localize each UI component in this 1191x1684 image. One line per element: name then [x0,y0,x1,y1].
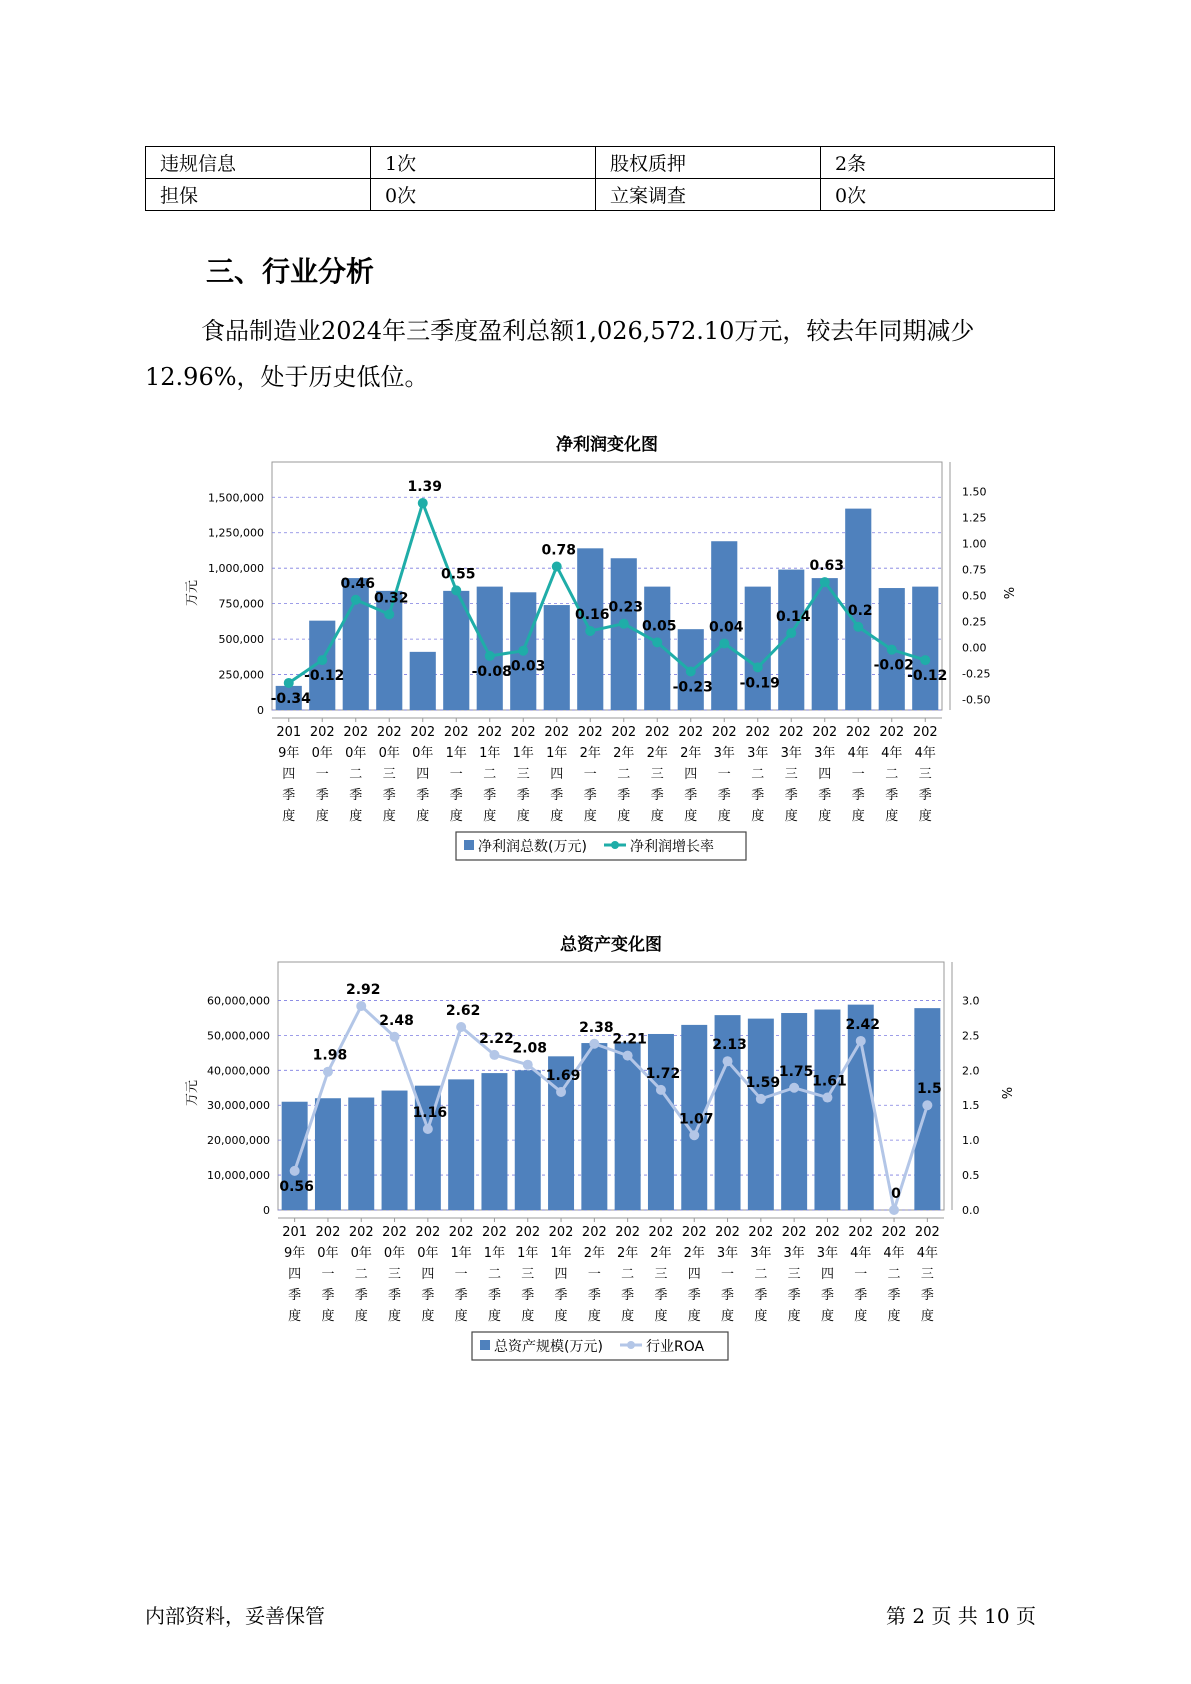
x-tick-label: 202 3年一季度 [711,725,737,824]
x-tick-label: 202 0年一季度 [315,1225,341,1324]
line-point [451,585,461,595]
x-tick-label: 202 4年一季度 [848,1225,874,1324]
line-point [552,561,562,571]
x-tick-label: 202 1年二季度 [482,1225,507,1324]
x-tick-label: 202 1年三季度 [510,725,536,824]
table-cell: 1次 [371,147,596,179]
right-axis-label: % [1000,586,1015,600]
right-tick-label: 2.5 [962,1029,980,1043]
net-profit-chart [0,420,1191,880]
x-tick-label: 202 4年一季度 [845,725,871,824]
x-tick-label: 202 3年二季度 [745,725,771,824]
line-point [853,622,863,632]
right-tick-label: -0.25 [962,667,991,681]
x-tick-label: 202 1年一季度 [443,725,469,824]
data-label: 0.05 [641,618,677,635]
line-point [689,1130,699,1140]
x-tick-label: 202 2年二季度 [611,725,637,824]
data-label: 0.63 [809,558,845,575]
bar [348,1098,374,1210]
x-tick-label: 202 0年二季度 [343,725,369,824]
x-tick-label: 201 9年四季度 [276,725,302,824]
line-point [623,1051,633,1061]
right-tick-label: 0.50 [962,589,987,603]
line-point [523,1060,533,1070]
left-tick-label: 0 [263,1204,270,1217]
line-point [822,1093,832,1103]
x-tick-label: 202 2年一季度 [581,1225,607,1324]
table-cell: 0次 [821,179,1055,211]
line-point [384,609,394,619]
line-point [418,498,428,508]
chart-title: 净利润变化图 [556,435,658,455]
right-tick-label: 3.0 [962,994,980,1008]
bar [745,587,771,710]
data-label: 1.16 [412,1104,448,1121]
right-tick-label: -0.50 [962,693,991,707]
line-point [786,628,796,638]
bar [648,1034,674,1210]
line-point [585,626,595,636]
line-point [619,619,629,629]
right-tick-label: 1.50 [962,485,987,499]
data-label: -0.03 [505,658,546,675]
bar [781,1013,807,1210]
bar [581,1043,607,1210]
x-tick-label: 202 2年四季度 [678,725,704,824]
right-axis-label: % [998,1086,1013,1100]
data-label: 2.08 [512,1040,548,1057]
data-label: 1.39 [407,479,443,496]
data-label: 1.69 [545,1067,581,1084]
data-label: 2.21 [612,1031,647,1048]
bar [611,558,637,710]
x-tick-label: 202 1年二季度 [477,725,503,824]
legend-bar-label: 净利润总数(万元) [478,839,587,855]
data-label: -0.12 [907,668,948,685]
total-assets-chart [0,920,1191,1380]
left-tick-label: 40,000,000 [207,1064,270,1078]
footer-note: 内部资料，妥善保管 [145,1604,325,1628]
x-tick-label: 202 3年二季度 [748,1225,774,1324]
table-cell: 0次 [371,179,596,211]
right-tick-label: 0.25 [962,615,987,629]
data-label: -0.23 [672,679,713,696]
data-label: 1.61 [812,1073,847,1090]
data-label: 0.55 [440,566,476,583]
line-point [489,1050,499,1060]
bar [515,1070,541,1210]
left-axis-label: 万元 [185,579,200,607]
line-point [820,577,830,587]
left-tick-label: 1,250,000 [208,526,264,540]
left-tick-label: 1,000,000 [208,562,264,576]
right-tick-label: 1.25 [962,511,987,525]
x-tick-label: 202 1年四季度 [544,725,570,824]
data-label: 2.48 [379,1012,414,1029]
line-point [356,1001,366,1011]
data-label: 0.23 [608,599,644,616]
legend-bar-swatch [464,840,474,850]
line-point [856,1036,866,1046]
line-point [719,638,729,648]
x-tick-label: 202 4年三季度 [912,725,938,824]
data-label: 1.72 [645,1065,681,1082]
data-label: 0.78 [541,542,577,559]
table-cell: 违规信息 [146,147,371,179]
left-tick-label: 500,000 [218,633,264,647]
data-label: 1.98 [312,1047,348,1064]
right-tick-label: 0.75 [962,563,987,577]
line-point [789,1083,799,1093]
bar [615,1042,641,1210]
data-label: 0.16 [574,606,610,623]
x-tick-label: 202 3年四季度 [815,1225,840,1324]
data-label: 1.59 [745,1074,781,1091]
line-point [323,1067,333,1077]
x-tick-label: 202 0年四季度 [410,725,436,824]
line-point [423,1124,433,1134]
line-point [351,595,361,605]
x-tick-label: 202 3年四季度 [812,725,838,824]
data-label: 2.22 [479,1030,514,1047]
x-tick-label: 202 0年三季度 [376,725,402,824]
bar [544,605,570,710]
x-tick-label: 202 4年二季度 [879,725,905,824]
left-tick-label: 0 [257,704,264,717]
line-point [887,645,897,655]
data-label: 0.46 [340,575,376,592]
x-tick-label: 202 2年三季度 [648,1225,674,1324]
line-point [518,646,528,656]
legend-bar-label: 总资产规模(万元) [494,1339,603,1355]
line-point [456,1022,466,1032]
x-tick-label: 202 4年二季度 [881,1225,907,1324]
bar [481,1073,507,1210]
x-tick-label: 202 4年三季度 [914,1225,940,1324]
right-tick-label: 0.5 [962,1169,980,1183]
line-point [920,655,930,665]
data-label: -0.12 [304,668,345,685]
line-point [753,662,763,672]
right-tick-label: 2.0 [962,1064,980,1078]
x-tick-label: 202 1年四季度 [548,1225,574,1324]
line-point [589,1039,599,1049]
data-label: 0.2 [847,602,873,619]
chart-title: 总资产变化图 [560,935,662,955]
left-tick-label: 20,000,000 [207,1134,270,1148]
data-label: -0.34 [270,690,311,707]
x-tick-label: 202 0年一季度 [309,725,335,824]
x-tick-label: 202 3年一季度 [715,1225,740,1324]
right-tick-label: 1.00 [962,537,987,551]
x-tick-label: 202 2年一季度 [577,725,603,824]
data-label: 0.32 [373,590,409,607]
bar [448,1079,474,1210]
legend-line-marker [627,1341,635,1349]
bar [912,587,938,710]
left-tick-label: 60,000,000 [207,994,270,1008]
line-point [290,1166,300,1176]
bar [382,1091,408,1210]
line-point [652,637,662,647]
bar [315,1098,341,1210]
data-label: 2.13 [712,1037,747,1054]
left-tick-label: 750,000 [218,597,264,611]
data-label: 0.56 [279,1178,314,1195]
data-label: 2.62 [445,1002,481,1019]
x-tick-label: 202 0年四季度 [415,1225,441,1324]
left-tick-label: 30,000,000 [207,1099,270,1113]
legend-bar-swatch [480,1340,490,1350]
left-tick-label: 250,000 [218,668,264,682]
left-axis-label: 万元 [185,1079,200,1107]
data-label: 2.42 [845,1016,881,1033]
data-label: 1.5 [916,1081,942,1098]
table-cell: 担保 [146,179,371,211]
left-tick-label: 1,500,000 [208,491,264,505]
x-tick-label: 202 0年二季度 [348,1225,374,1324]
right-tick-label: 0.00 [962,641,987,655]
bar [410,652,436,710]
line-point [756,1094,766,1104]
line-point [485,651,495,661]
data-label: 2.38 [579,1019,614,1036]
bar [814,1010,840,1210]
bar [644,587,670,710]
x-tick-label: 202 1年三季度 [515,1225,541,1324]
x-tick-label: 202 0年三季度 [382,1225,407,1324]
page-number: 第 2 页 共 10 页 [886,1604,1036,1628]
left-tick-label: 50,000,000 [207,1029,270,1043]
x-tick-label: 202 2年二季度 [615,1225,641,1324]
right-tick-label: 1.5 [962,1099,980,1113]
line-point [922,1100,932,1110]
info-table [145,146,1055,211]
line-point [686,667,696,677]
bar [477,587,503,710]
x-tick-label: 202 1年一季度 [448,1225,474,1324]
table-row [146,179,1055,211]
table-cell: 股权质押 [596,147,821,179]
line-point [556,1087,566,1097]
x-tick-label: 201 9年四季度 [282,1225,308,1324]
right-tick-label: 1.0 [962,1134,980,1148]
x-tick-label: 202 3年三季度 [778,725,804,824]
line-point [390,1032,400,1042]
legend-line-label: 净利润增长率 [630,839,714,855]
bar [778,570,804,710]
bar [748,1019,774,1210]
line-point [284,678,294,688]
line-point [723,1056,733,1066]
data-label: -0.19 [739,675,780,692]
data-label: 0 [891,1186,901,1202]
left-tick-label: 10,000,000 [207,1169,270,1183]
data-label: 0.04 [708,619,744,636]
legend-line-marker [611,841,619,849]
table-row [146,147,1055,179]
body-paragraph: 食品制造业2024年三季度盈利总额1,026,572.10万元，较去年同期减少12.96%，处于历史低位。 [145,317,975,391]
data-label: 2.92 [345,982,381,999]
data-label: 1.75 [778,1063,814,1080]
data-label: -0.02 [873,657,914,674]
line-point [656,1085,666,1095]
data-label: -0.08 [471,663,512,680]
data-label: 1.07 [678,1111,714,1128]
data-label: 0.14 [775,609,811,626]
x-tick-label: 202 2年四季度 [681,1225,707,1324]
line-point [317,655,327,665]
table-cell: 2条 [821,147,1055,179]
x-tick-label: 202 2年三季度 [644,725,670,824]
bar [848,1005,874,1210]
table-cell: 立案调查 [596,179,821,211]
x-tick-label: 202 3年三季度 [781,1225,807,1324]
right-tick-label: 0.0 [962,1204,980,1217]
line-point [889,1205,899,1215]
section-title: 三、行业分析 [206,255,375,288]
legend-line-label: 行业ROA [646,1339,705,1355]
